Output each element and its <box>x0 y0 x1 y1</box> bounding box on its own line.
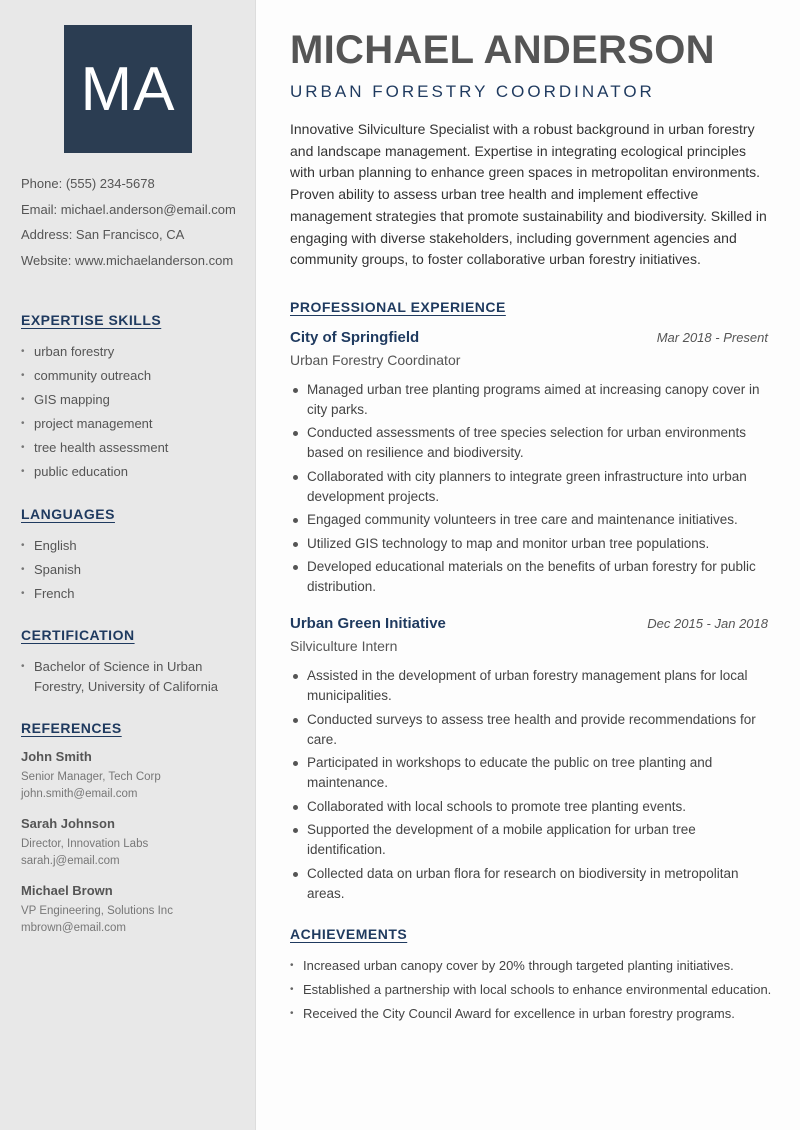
address: Address: San Francisco, CA <box>21 227 185 243</box>
reference-email: sarah.j@email.com <box>21 855 120 867</box>
job-role: Urban Forestry Coordinator <box>290 351 461 368</box>
phone: Phone: (555) 234-5678 <box>21 176 155 191</box>
language-item: • Spanish <box>21 560 246 580</box>
job-bullet: Collaborated with city planners to integrate green infrastructure into urban development projects. <box>290 467 768 507</box>
job-bullet: Engaged community volunteers in tree care and maintenance initiatives. <box>290 510 768 530</box>
achievement-item: • Established a partnership with local schools to enhance environmental education. <box>290 980 782 999</box>
job-dates: Mar 2018 - Present <box>656 329 768 345</box>
experience-heading: PROFESSIONAL EXPERIENCE <box>290 298 506 315</box>
skill-item: • community outreach <box>21 366 246 386</box>
languages-heading: LANGUAGES <box>21 506 115 522</box>
skills-section <box>21 312 246 486</box>
job-bullet: Supported the development of a mobile application for urban tree identification. <box>290 820 768 860</box>
reference-email: mbrown@email.com <box>21 922 126 934</box>
job-bullet: Conducted surveys to assess tree health and provide recommendations for care. <box>290 710 768 750</box>
language-item: • French <box>21 584 246 604</box>
certification-item: • Bachelor of Science in Urban Forestry, University of California <box>21 657 236 696</box>
certification-heading: CERTIFICATION <box>21 627 135 643</box>
reference-role: Senior Manager, Tech Corp <box>21 771 161 783</box>
job-bullet: Collected data on urban flora for research on biodiversity in metropolitan areas. <box>290 864 768 904</box>
skill-item: • public education <box>21 462 246 482</box>
job-title: URBAN FORESTRY COORDINATOR <box>290 82 655 101</box>
reference <box>21 883 246 937</box>
skill-item: • GIS mapping <box>21 390 246 410</box>
job-bullet: Developed educational materials on the benefits of urban forestry for public distribution. <box>290 557 768 597</box>
job-dates: Dec 2015 - Jan 2018 <box>647 616 768 632</box>
references-heading: REFERENCES <box>21 720 122 736</box>
job-bullet: Participated in workshops to educate the public on tree planting and maintenance. <box>290 753 768 793</box>
sidebar <box>0 0 256 1130</box>
skills-heading: EXPERTISE SKILLS <box>21 312 162 328</box>
achievement-item: • Increased urban canopy cover by 20% through targeted planting initiatives. <box>290 956 782 975</box>
reference-email: john.smith@email.com <box>21 788 138 800</box>
reference <box>21 749 246 803</box>
achievements-heading: ACHIEVEMENTS <box>290 925 408 942</box>
candidate-name: MICHAEL ANDERSON <box>290 28 715 72</box>
website: Website: www.michaelanderson.com <box>21 253 234 269</box>
job-role: Silviculture Intern <box>290 638 398 655</box>
certification-section <box>21 627 236 701</box>
reference <box>21 816 246 870</box>
skill-item: • urban forestry <box>21 342 246 362</box>
job-bullet: Managed urban tree planting programs aimed at increasing canopy cover in city parks. <box>290 380 768 420</box>
reference-name: Sarah Johnson <box>21 816 115 831</box>
job-bullet: Utilized GIS technology to map and monitor urban tree populations. <box>290 534 768 554</box>
email: Email: michael.anderson@email.com <box>21 201 236 217</box>
reference-role: Director, Innovation Labs <box>21 838 149 850</box>
achievement-item: • Received the City Council Award for excellence in urban forestry programs. <box>290 1004 782 1023</box>
summary: Innovative Silviculture Specialist with a robust background in urban forestry and landscape management. Expertise in integrating ecological principles with urban planning to enhance green spaces in metropolitan environments. Proven ability to assess urban tree health and implement effective management strategies that promote sustainability and biodiversity. Skilled in engaging with diverse stakeholders, including government agencies and community groups, to foster collaborative urban forestry initiatives. <box>290 121 767 268</box>
company-name: City of Springfield <box>290 328 420 346</box>
company-name: Urban Green Initiative <box>290 615 446 633</box>
job-bullet: Conducted assessments of tree species selection for urban environments based on resilience and biodiversity. <box>290 423 768 463</box>
skill-item: • tree health assessment <box>21 438 246 458</box>
job-entry <box>290 329 768 598</box>
reference-name: John Smith <box>21 749 92 764</box>
monogram-avatar: MA <box>64 25 192 153</box>
skill-item: • project management <box>21 414 246 434</box>
references-section <box>21 720 246 937</box>
reference-name: Michael Brown <box>21 883 113 898</box>
reference-role: VP Engineering, Solutions Inc <box>21 905 173 917</box>
job-entry <box>290 615 768 904</box>
language-item: • English <box>21 536 246 556</box>
main-content <box>290 28 782 1028</box>
languages-section <box>21 506 246 608</box>
job-bullet: Assisted in the development of urban forestry management plans for local municipalities. <box>290 666 768 706</box>
contact-info <box>21 171 236 274</box>
job-bullet: Collaborated with local schools to promote tree planting events. <box>290 797 768 817</box>
